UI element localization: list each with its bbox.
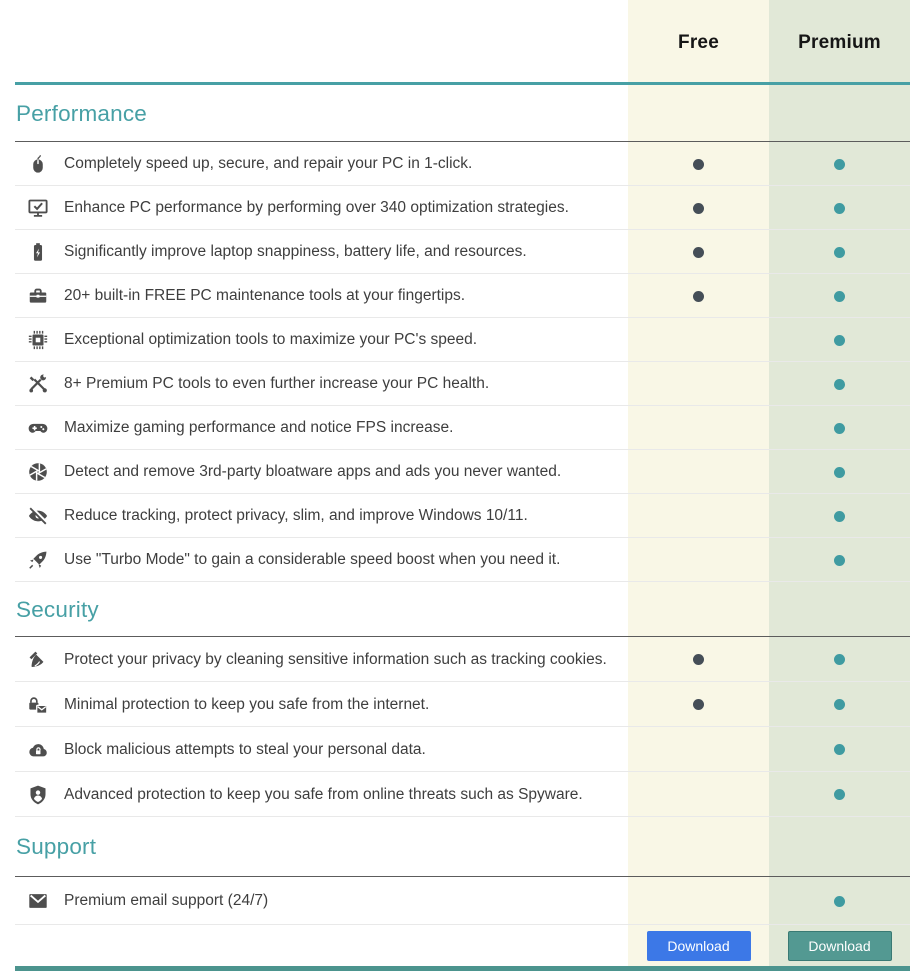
feature-text: Protect your privacy by cleaning sensitive information such as tracking cookies.	[64, 650, 607, 668]
free-column-cell	[628, 582, 769, 637]
premium-included-dot	[834, 555, 845, 566]
free-availability-cell	[628, 682, 769, 727]
free-availability-cell	[628, 318, 769, 362]
free-availability-cell	[628, 727, 769, 772]
premium-column-header	[769, 0, 910, 85]
premium-included-dot	[834, 247, 845, 258]
mail-icon	[27, 890, 49, 912]
download-row-spacer	[0, 925, 628, 966]
premium-availability-cell	[769, 186, 910, 230]
toolbox-icon	[27, 285, 49, 307]
premium-included-dot	[834, 335, 845, 346]
premium-availability-cell	[769, 877, 910, 925]
feature-row	[0, 186, 910, 230]
feature-row	[0, 727, 910, 772]
rocket-icon	[27, 549, 49, 571]
feature-text: 20+ built-in FREE PC maintenance tools at your fingertips.	[64, 287, 466, 304]
feature-row	[0, 318, 910, 362]
free-column-label: Free	[678, 31, 719, 53]
free-column-header	[628, 0, 769, 85]
free-included-dot	[693, 654, 704, 665]
download-row	[0, 925, 910, 966]
premium-included-dot	[834, 896, 845, 907]
feature-text: Detect and remove 3rd-party bloatware apps and ads you never wanted.	[64, 463, 562, 480]
premium-included-dot	[834, 467, 845, 478]
premium-availability-cell	[769, 538, 910, 582]
lock-mail-icon	[27, 694, 49, 716]
header-spacer	[0, 0, 628, 85]
premium-included-dot	[834, 423, 845, 434]
broom-icon	[27, 649, 49, 671]
tools-icon	[27, 373, 49, 395]
feature-text: Block malicious attempts to steal your personal data.	[64, 740, 426, 758]
free-availability-cell	[628, 877, 769, 925]
feature-text: 8+ Premium PC tools to even further increase your PC health.	[64, 375, 490, 392]
premium-availability-cell	[769, 637, 910, 682]
free-availability-cell	[628, 538, 769, 582]
premium-download-cell	[769, 925, 910, 966]
free-download-cell	[628, 925, 769, 966]
premium-availability-cell	[769, 142, 910, 186]
section-title: Security	[16, 596, 99, 622]
feature-row	[0, 637, 910, 682]
feature-row	[0, 494, 910, 538]
mouse-icon	[27, 153, 49, 175]
free-availability-cell	[628, 362, 769, 406]
premium-included-dot	[834, 203, 845, 214]
feature-text: Completely speed up, secure, and repair your PC in 1-click.	[64, 155, 473, 172]
shield-user-icon	[27, 784, 49, 806]
feature-text: Advanced protection to keep you safe from online threats such as Spyware.	[64, 785, 583, 803]
free-download-button[interactable]: Download	[647, 931, 751, 961]
free-availability-cell	[628, 406, 769, 450]
premium-column-cell	[769, 817, 910, 877]
premium-included-dot	[834, 511, 845, 522]
free-included-dot	[693, 247, 704, 258]
premium-availability-cell	[769, 727, 910, 772]
section-title: Support	[16, 834, 97, 859]
premium-column-cell	[769, 85, 910, 142]
sections-container	[0, 85, 910, 925]
feature-row	[0, 538, 910, 582]
free-included-dot	[693, 291, 704, 302]
feature-row	[0, 142, 910, 186]
free-column-cell	[628, 817, 769, 877]
feature-text: Premium email support (24/7)	[64, 892, 269, 909]
feature-row	[0, 362, 910, 406]
section-heading-performance	[0, 85, 910, 142]
premium-download-button[interactable]: Download	[788, 931, 892, 961]
free-included-dot	[693, 159, 704, 170]
free-column-cell	[628, 85, 769, 142]
premium-availability-cell	[769, 362, 910, 406]
free-included-dot	[693, 203, 704, 214]
premium-availability-cell	[769, 450, 910, 494]
feature-text: Exceptional optimization tools to maximize your PC's speed.	[64, 331, 478, 348]
premium-column-label: Premium	[798, 31, 881, 53]
premium-included-dot	[834, 789, 845, 800]
gamepad-icon	[27, 417, 49, 439]
free-included-dot	[693, 699, 704, 710]
premium-included-dot	[834, 744, 845, 755]
premium-availability-cell	[769, 230, 910, 274]
premium-column-cell	[769, 582, 910, 637]
feature-row	[0, 406, 910, 450]
free-availability-cell	[628, 637, 769, 682]
feature-row	[0, 274, 910, 318]
feature-text: Maximize gaming performance and notice FPS increase.	[64, 419, 454, 436]
feature-row	[0, 682, 910, 727]
premium-included-dot	[834, 699, 845, 710]
feature-row	[0, 450, 910, 494]
feature-row	[0, 230, 910, 274]
feature-text: Enhance PC performance by performing over 340 optimization strategies.	[64, 199, 569, 216]
free-availability-cell	[628, 450, 769, 494]
premium-availability-cell	[769, 274, 910, 318]
free-availability-cell	[628, 494, 769, 538]
cpu-icon	[27, 329, 49, 351]
section-heading-support	[0, 817, 910, 877]
eye-off-icon	[27, 505, 49, 527]
feature-text: Reduce tracking, protect privacy, slim, and improve Windows 10/11.	[64, 507, 528, 524]
premium-availability-cell	[769, 682, 910, 727]
feature-text: Significantly improve laptop snappiness, battery life, and resources.	[64, 243, 527, 260]
free-availability-cell	[628, 772, 769, 817]
feature-text: Minimal protection to keep you safe from the internet.	[64, 695, 430, 713]
section-title: Performance	[16, 100, 148, 126]
premium-availability-cell	[769, 406, 910, 450]
premium-included-dot	[834, 291, 845, 302]
feature-row	[0, 877, 910, 925]
premium-availability-cell	[769, 772, 910, 817]
feature-text: Use "Turbo Mode" to gain a considerable speed boost when you need it.	[64, 551, 561, 568]
premium-included-dot	[834, 159, 845, 170]
battery-icon	[27, 241, 49, 263]
feature-row	[0, 772, 910, 817]
cloud-lock-icon	[27, 739, 49, 761]
table-header	[0, 0, 910, 85]
free-availability-cell	[628, 186, 769, 230]
premium-included-dot	[834, 654, 845, 665]
section-heading-security	[0, 582, 910, 637]
monitor-check-icon	[27, 197, 49, 219]
free-availability-cell	[628, 142, 769, 186]
shutter-icon	[27, 461, 49, 483]
premium-included-dot	[834, 379, 845, 390]
premium-availability-cell	[769, 494, 910, 538]
free-availability-cell	[628, 274, 769, 318]
free-availability-cell	[628, 230, 769, 274]
bottom-accent-bar	[15, 966, 910, 971]
premium-availability-cell	[769, 318, 910, 362]
